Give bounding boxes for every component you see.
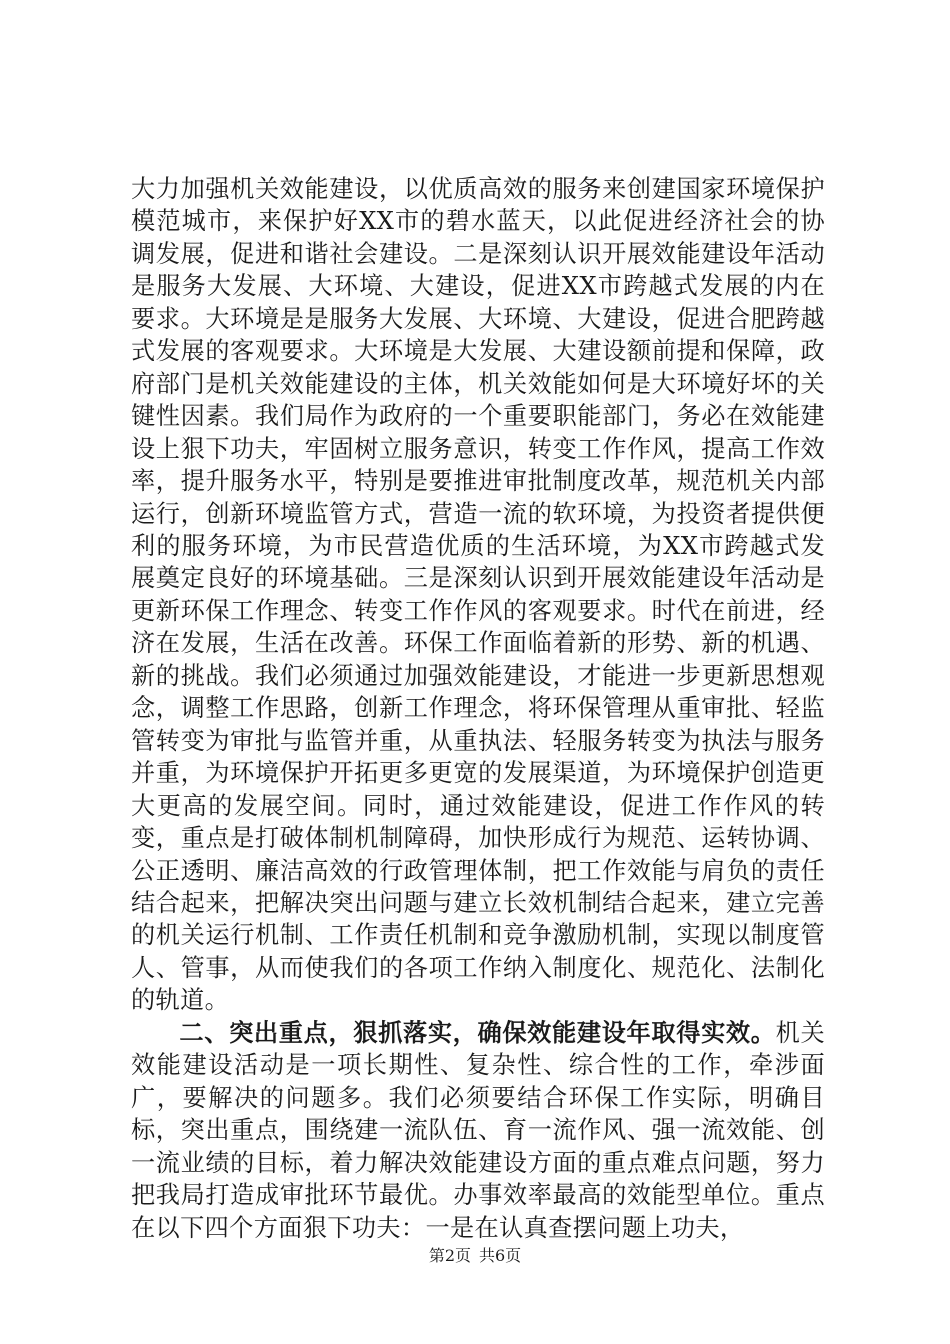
document-body [131, 173, 825, 1244]
page-footer [0, 1243, 950, 1266]
body-paragraph [131, 173, 825, 1017]
section-paragraph [131, 1017, 825, 1244]
page-total: 共6页 [479, 1246, 522, 1265]
section-heading: 二、突出重点，狠抓落实，确保效能建设年取得实效。 [179, 1017, 776, 1047]
page-number: 第2页 [428, 1246, 471, 1265]
paragraph-text: 机关效能建设活动是一项长期性、复杂性、综合性的工作，牵涉面广，要解决的问题多。我们必须要结合环保工作实际，明确目标，突出重点，围绕建一流队伍、育一流作风、强一流效能、创一流业绩的目标，着力解决效能建设方面的重点难点问题，努力把我局打造成审批环节最优。办事效率最高的效能型单位。重点在以下四个方面狠下功夫：一是在认真查摆问题上功夫， [131, 1018, 826, 1242]
paragraph-text: 大力加强机关效能建设，以优质高效的服务来创建国家环境保护模范城市，来保护好XX市的碧水蓝天，以此促进经济社会的协调发展，促进和谐社会建设。二是深刻认识开展效能建设年活动是服务大发展、大环境、大建设，促进XX市跨越式发展的内在要求。大环境是是服务大发展、大环境、大建设，促进合肥跨越式发展的客观要求。大环境是大发展、大建设额前提和保障，政府部门是机关效能建设的主体，机关效能如何是大环境好坏的关键性因素。我们局作为政府的一个重要职能部门，务必在效能建设上狠下功夫，牢固树立服务意识，转变工作作风，提高工作效率，提升服务水平，特别是要推进审批制度改革，规范机关内部运行，创新环境监管方式，营造一流的软环境，为投资者提供便利的服务环境，为市民营造优质的生活环境，为XX市跨越式发展奠定良好的环境基础。三是深刻认识到开展效能建设年活动是更新环保工作理念、转变工作作风的客观要求。时代在前进，经济在发展，生活在改善。环保工作面临着新的形势、新的机遇、新的挑战。我们必须通过加强效能建设，才能进一步更新思想观念，调整工作思路，创新工作理念，将环保管理从重审批、轻监管转变为审批与监管并重，从重执法、轻服务转变为执法与服务并重，为环境保护开拓更多更宽的发展渠道，为环境保护创造更大更高的发展空间。同时，通过效能建设，促进工作作风的转变，重点是打破体制机制障碍，加快形成行为规范、运转协调、公正透明、廉洁高效的行政管理体制，把工作效能与肩负的责任结合起来，把解决突出问题与建立长效机制结合起来，建立完善的机关运行机制、工作责任机制和竞争激励机制，实现以制度管人、管事，从而使我们的各项工作纳入制度化、规范化、法制化的轨道。 [131, 175, 825, 1015]
